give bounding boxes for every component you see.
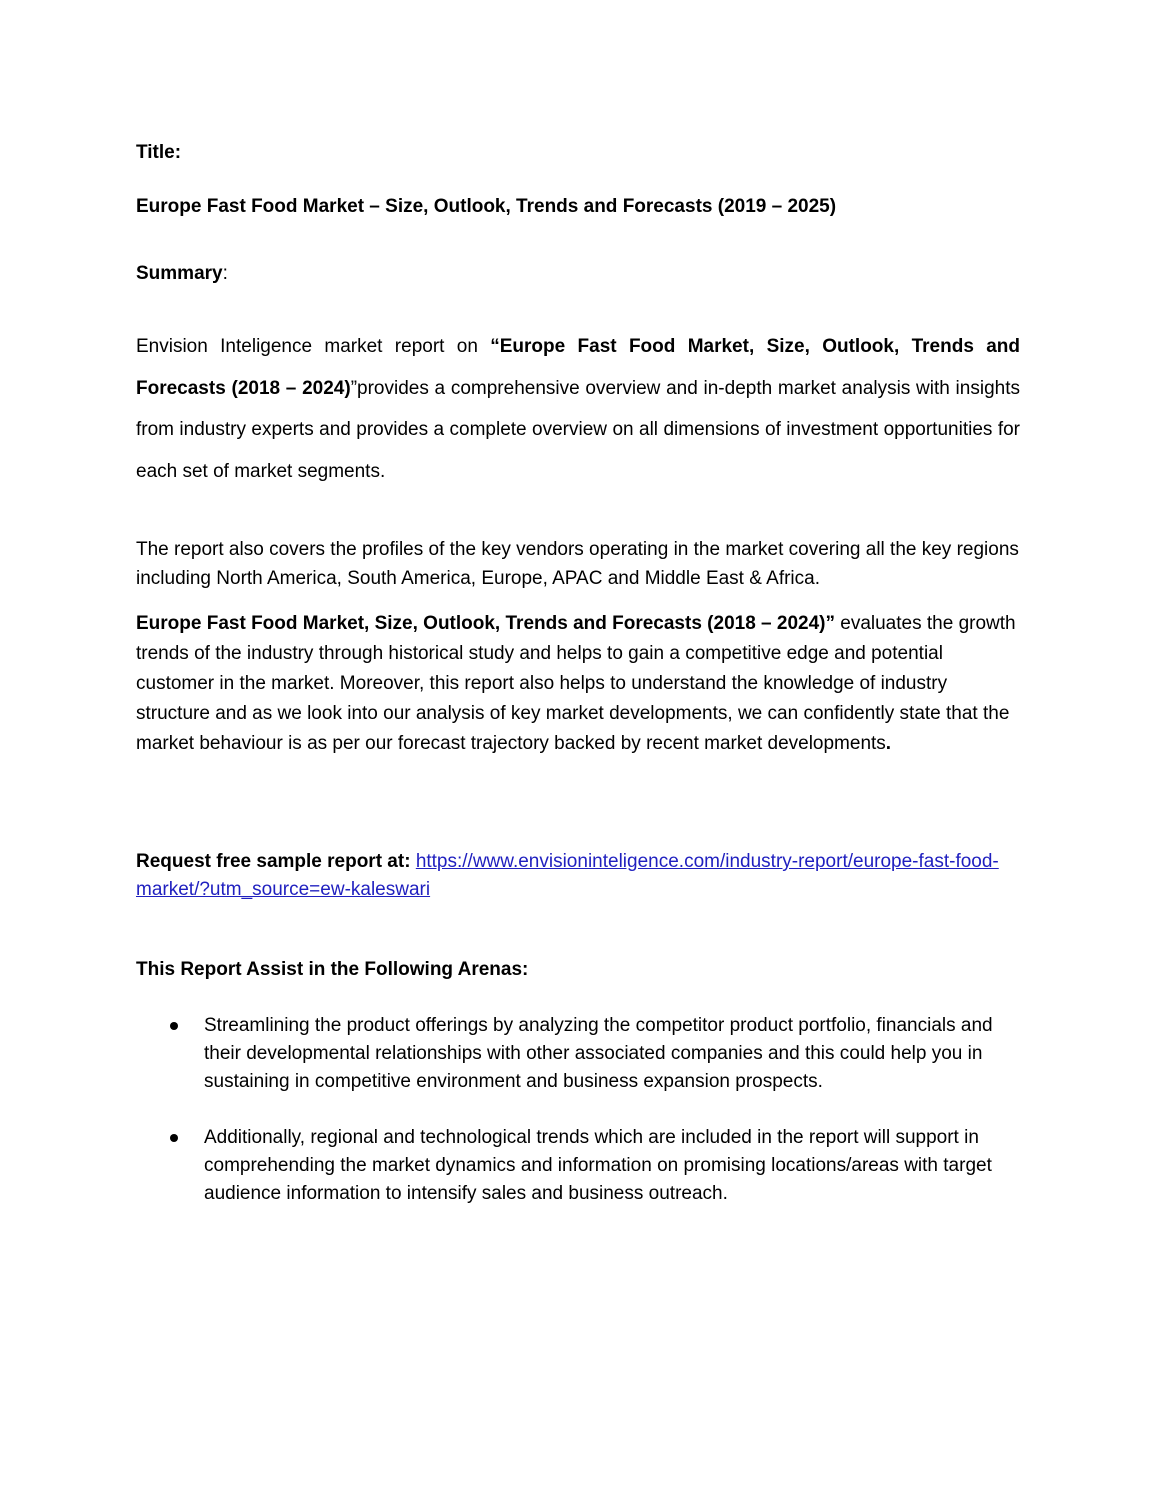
list-item-text: Additionally, regional and technological trends which are included in the report will support in comprehending the market dynamics and information on promising locations/areas with target audience information to intensify sales and business outreach. — [204, 1127, 992, 1204]
summary-label-text: Summary — [136, 263, 223, 284]
arenas-list — [136, 1012, 1020, 1208]
title-label: Title: — [136, 142, 182, 163]
sample-request — [136, 848, 1020, 904]
summary-report-name: “Europe Fast Food Market, Size, Outlook, Trends and Forecasts (2018 – 2024) — [136, 336, 1021, 399]
summary-colon: : — [222, 263, 228, 284]
summary-intro: Envision Inteligence market report on — [136, 336, 491, 357]
summary-label — [136, 262, 1020, 286]
bullet-icon — [170, 1134, 178, 1142]
bullet-icon — [170, 1022, 178, 1030]
vendors-paragraph: The report also covers the profiles of the key vendors operating in the market covering all the key regions including North America, South America, Europe, APAC and Middle East & Africa. — [136, 539, 1019, 589]
list-item — [136, 1012, 1004, 1096]
list-item-text: Streamlining the product offerings by analyzing the competitor product portfolio, financials and their developmental relationships with other associated companies and this could help you in sustaining in competitive environment and business expansion prospects. — [204, 1015, 993, 1092]
report-title: Europe Fast Food Market – Size, Outlook, Trends and Forecasts (2019 – 2025) — [136, 196, 837, 217]
sample-report-link[interactable]: https://www.envisioninteligence.com/industry-report/europe-fast-food-market/?utm_source=ew-kaleswari — [136, 851, 999, 900]
evaluates-report-name: Europe Fast Food Market, Size, Outlook, Trends and Forecasts (2018 – 2024)” — [136, 613, 835, 634]
list-item — [136, 1124, 1004, 1208]
evaluates-rest: evaluates the growth trends of the industry through historical study and helps to gain a competitive edge and potential customer in the market. Moreover, this report also helps to understand the knowledge of industry structure and as we look into our analysis of key market developments, we can confidently state that the market behaviour is as per our forecast trajectory backed by recent market developments — [136, 613, 1016, 754]
sample-request-label: Request free sample report at: — [136, 851, 411, 872]
evaluates-paragraph — [136, 609, 1020, 759]
arenas-heading: This Report Assist in the Following Arenas: — [136, 959, 529, 980]
evaluates-end: . — [885, 733, 892, 754]
summary-rest: ”provides a comprehensive overview and in-depth market analysis with insights from industry experts and provides a complete overview on all dimensions of investment opportunities for each set of market segments. — [136, 377, 1020, 482]
summary-paragraph — [136, 326, 1020, 492]
